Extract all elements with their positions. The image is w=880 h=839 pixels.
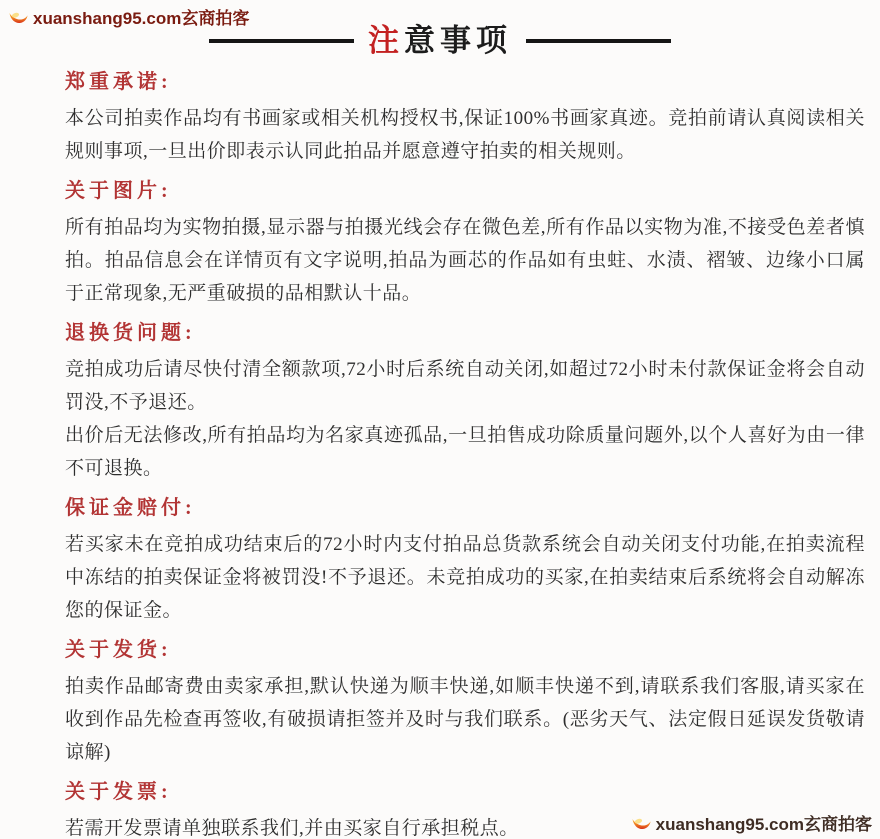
section-heading: 关于图片:: [65, 180, 172, 203]
page-title: [368, 22, 512, 59]
section-heading: 关于发票:: [65, 781, 172, 804]
section-paragraph: 本公司拍卖作品均有书画家或相关机构授权书,保证100%书画家真迹。竞拍前请认真阅读相关规则事项,一旦出价即表示认同此拍品并愿意遵守拍卖的相关规则。: [65, 108, 865, 163]
site-watermark-top: [8, 4, 249, 29]
title-accent-char: 注: [368, 23, 404, 58]
watermark-text: xuanshang95.com玄商拍客: [655, 815, 872, 834]
section-paragraph: 拍卖作品邮寄费由卖家承担,默认快递为顺丰快递,如顺丰快递不到,请联系我们客服,请买家在收到作品先检查再签收,有破损请拒签并及时与我们联系。(恶劣天气、法定假日延误发货敬请谅解): [65, 676, 865, 764]
section-paragraph: 所有拍品均为实物拍摄,显示器与拍摄光线会存在微色差,所有作品以实物为准,不接受色差者慎拍。拍品信息会在详情页有文字说明,拍品为画芯的作品如有虫蛀、水渍、褶皱、边缘小口属于正常现象,无严重破损的品相默认十品。: [65, 217, 865, 305]
section-paragraph: 出价后无法修改,所有拍品均为名家真迹孤品,一旦拍售成功除质量问题外,以个人喜好为由一律不可退换。: [65, 425, 865, 480]
title-rule-right: [526, 39, 671, 43]
title-rule-left: [209, 39, 354, 43]
section-heading: 保证金赔付:: [65, 497, 196, 520]
watermark-text: xuanshang95.com玄商拍客: [33, 9, 250, 28]
brand-crescent-icon: [631, 813, 652, 832]
section-paragraph: 若买家未在竞拍成功结束后的72小时内支付拍品总货款系统会自动关闭支付功能,在拍卖流程中冻结的拍卖保证金将被罚没!不予退还。未竞拍成功的买家,在拍卖结束后系统将会自动解冻您的保证金。: [65, 534, 865, 622]
section-paragraph: 若需开发票请单独联系我们,并由买家自行承担税点。: [65, 818, 519, 839]
section-heading: 退换货问题:: [65, 322, 196, 345]
site-watermark-bottom: [631, 810, 872, 835]
section-paragraph: 竞拍成功后请尽快付清全额款项,72小时后系统自动关闭,如超过72小时未付款保证金将会自动罚没,不予退还。: [65, 359, 865, 414]
section-heading: 关于发货:: [65, 639, 172, 662]
notice-sections: [65, 69, 865, 839]
section-heading: 郑重承诺:: [65, 71, 172, 94]
brand-crescent-icon: [8, 7, 29, 26]
title-rest: 意事项: [404, 23, 512, 58]
